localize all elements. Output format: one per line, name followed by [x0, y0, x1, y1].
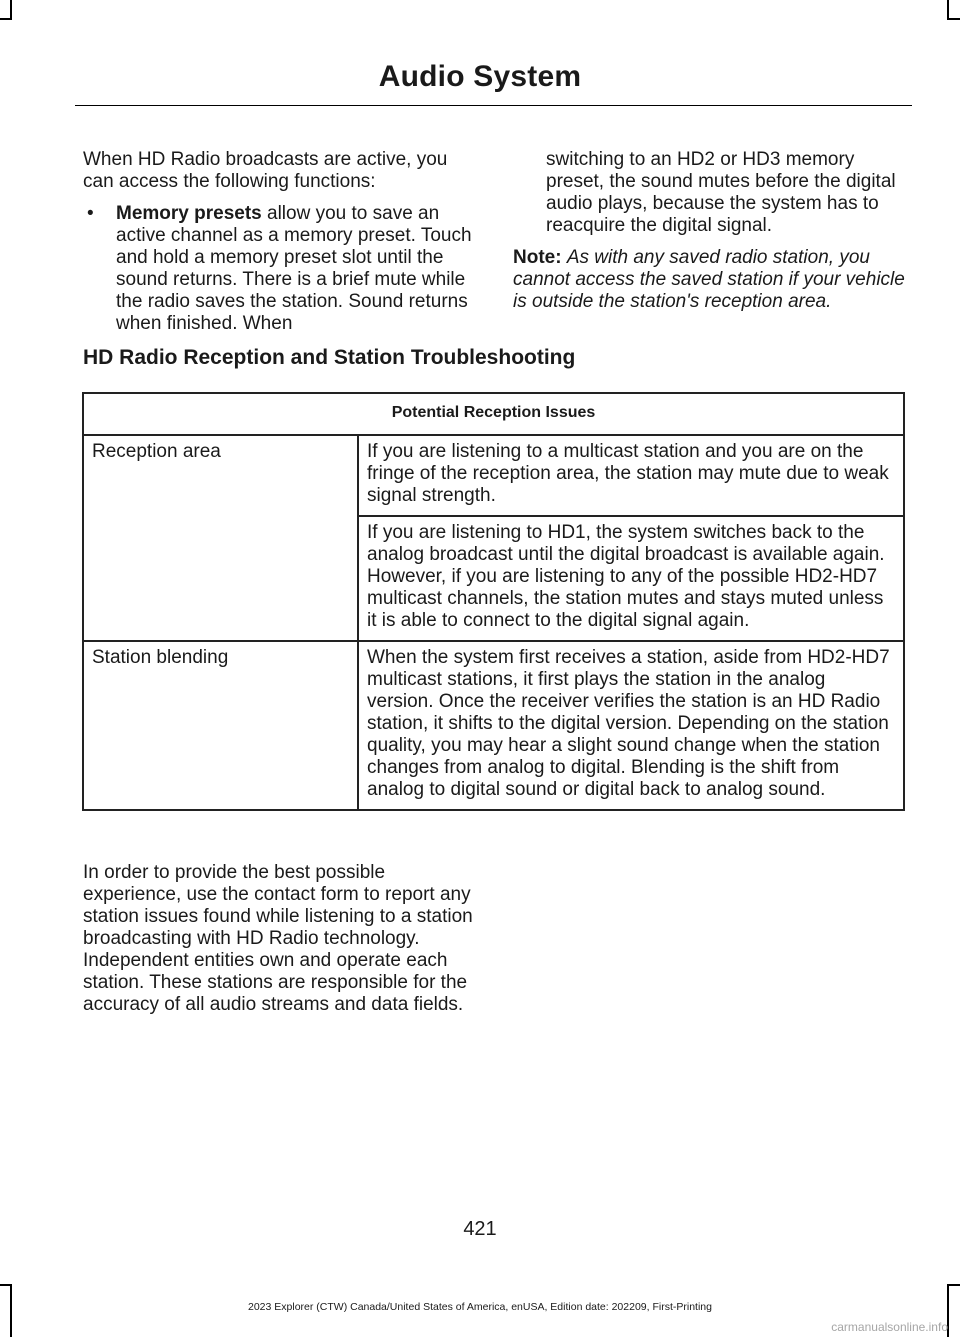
crop-mark — [0, 1284, 12, 1286]
table-header-row — [83, 393, 904, 435]
bullet-text: allow you to save an active channel as a memory preset. Touch and hold a memory preset slot until the sound returns. There is a brief mute while the radio saves the station. Sound returns when finished. When — [116, 203, 472, 334]
left-column — [83, 149, 478, 335]
table-title: Potential Reception Issues — [83, 393, 904, 435]
crop-mark — [947, 0, 949, 20]
crop-mark — [10, 0, 12, 20]
table-cell-term: Reception area — [83, 435, 358, 641]
note-paragraph — [513, 247, 908, 313]
table-cell-description: If you are listening to a multicast station and you are on the fringe of the reception area, the station may mute due to weak signal strength. — [358, 435, 904, 516]
table-cell-description: If you are listening to HD1, the system switches back to the analog broadcast until the digital broadcast is available again. However, if you are listening to any of the possible HD2-HD7 multicast channels, the station mutes and stays muted unless it is able to connect to the digital signal again. — [358, 516, 904, 641]
crop-mark — [947, 18, 960, 20]
intro-paragraph: When HD Radio broadcasts are active, you can access the following functions: — [83, 149, 448, 192]
table-cell-description: When the system first receives a station, aside from HD2-HD7 multicast stations, it first plays the station in the analog version. Once the receiver verifies the station is an HD Radio station, it shifts to the digital version. Depending on the station quality, you may hear a slight sound change when the station changes from analog to digital. Blending is the shift from analog to digital sound or digital back to analog sound. — [358, 641, 904, 810]
reception-issues-table — [82, 392, 905, 811]
crop-mark — [0, 18, 12, 20]
note-label: Note: — [513, 247, 562, 268]
bullet-item — [83, 203, 478, 335]
table-cell-term: Station blending — [83, 641, 358, 810]
outro-paragraph: In order to provide the best possible experience, use the contact form to report any station issues found while listening to a station broadcasting with HD Radio technology. Independent entities own and operate each station. These stations are responsible for the accuracy of all audio streams and data fields. — [83, 862, 473, 1015]
table-row — [83, 641, 904, 810]
watermark: carmanualsonline.info — [831, 1320, 948, 1334]
crop-mark — [947, 1284, 960, 1286]
bullet-term: Memory presets — [116, 203, 262, 224]
table-row — [83, 435, 904, 516]
edition-footer: 2023 Explorer (CTW) Canada/United States of America, enUSA, Edition date: 202209, First-Printing — [248, 1301, 712, 1313]
section-title: Audio System — [378, 60, 582, 93]
troubleshooting-heading: HD Radio Reception and Station Troubleshooting — [83, 346, 576, 369]
bullet-marker: • — [87, 203, 94, 224]
page-number: 421 — [463, 1218, 497, 1240]
continuation-paragraph: switching to an HD2 or HD3 memory preset, the sound mutes before the digital audio plays, because the system has to reacquire the digital signal. — [546, 149, 896, 236]
header-divider — [75, 105, 912, 106]
note-text: As with any saved radio station, you cannot access the saved station if your vehicle is outside the station's reception area. — [513, 247, 905, 312]
right-column — [513, 149, 908, 313]
